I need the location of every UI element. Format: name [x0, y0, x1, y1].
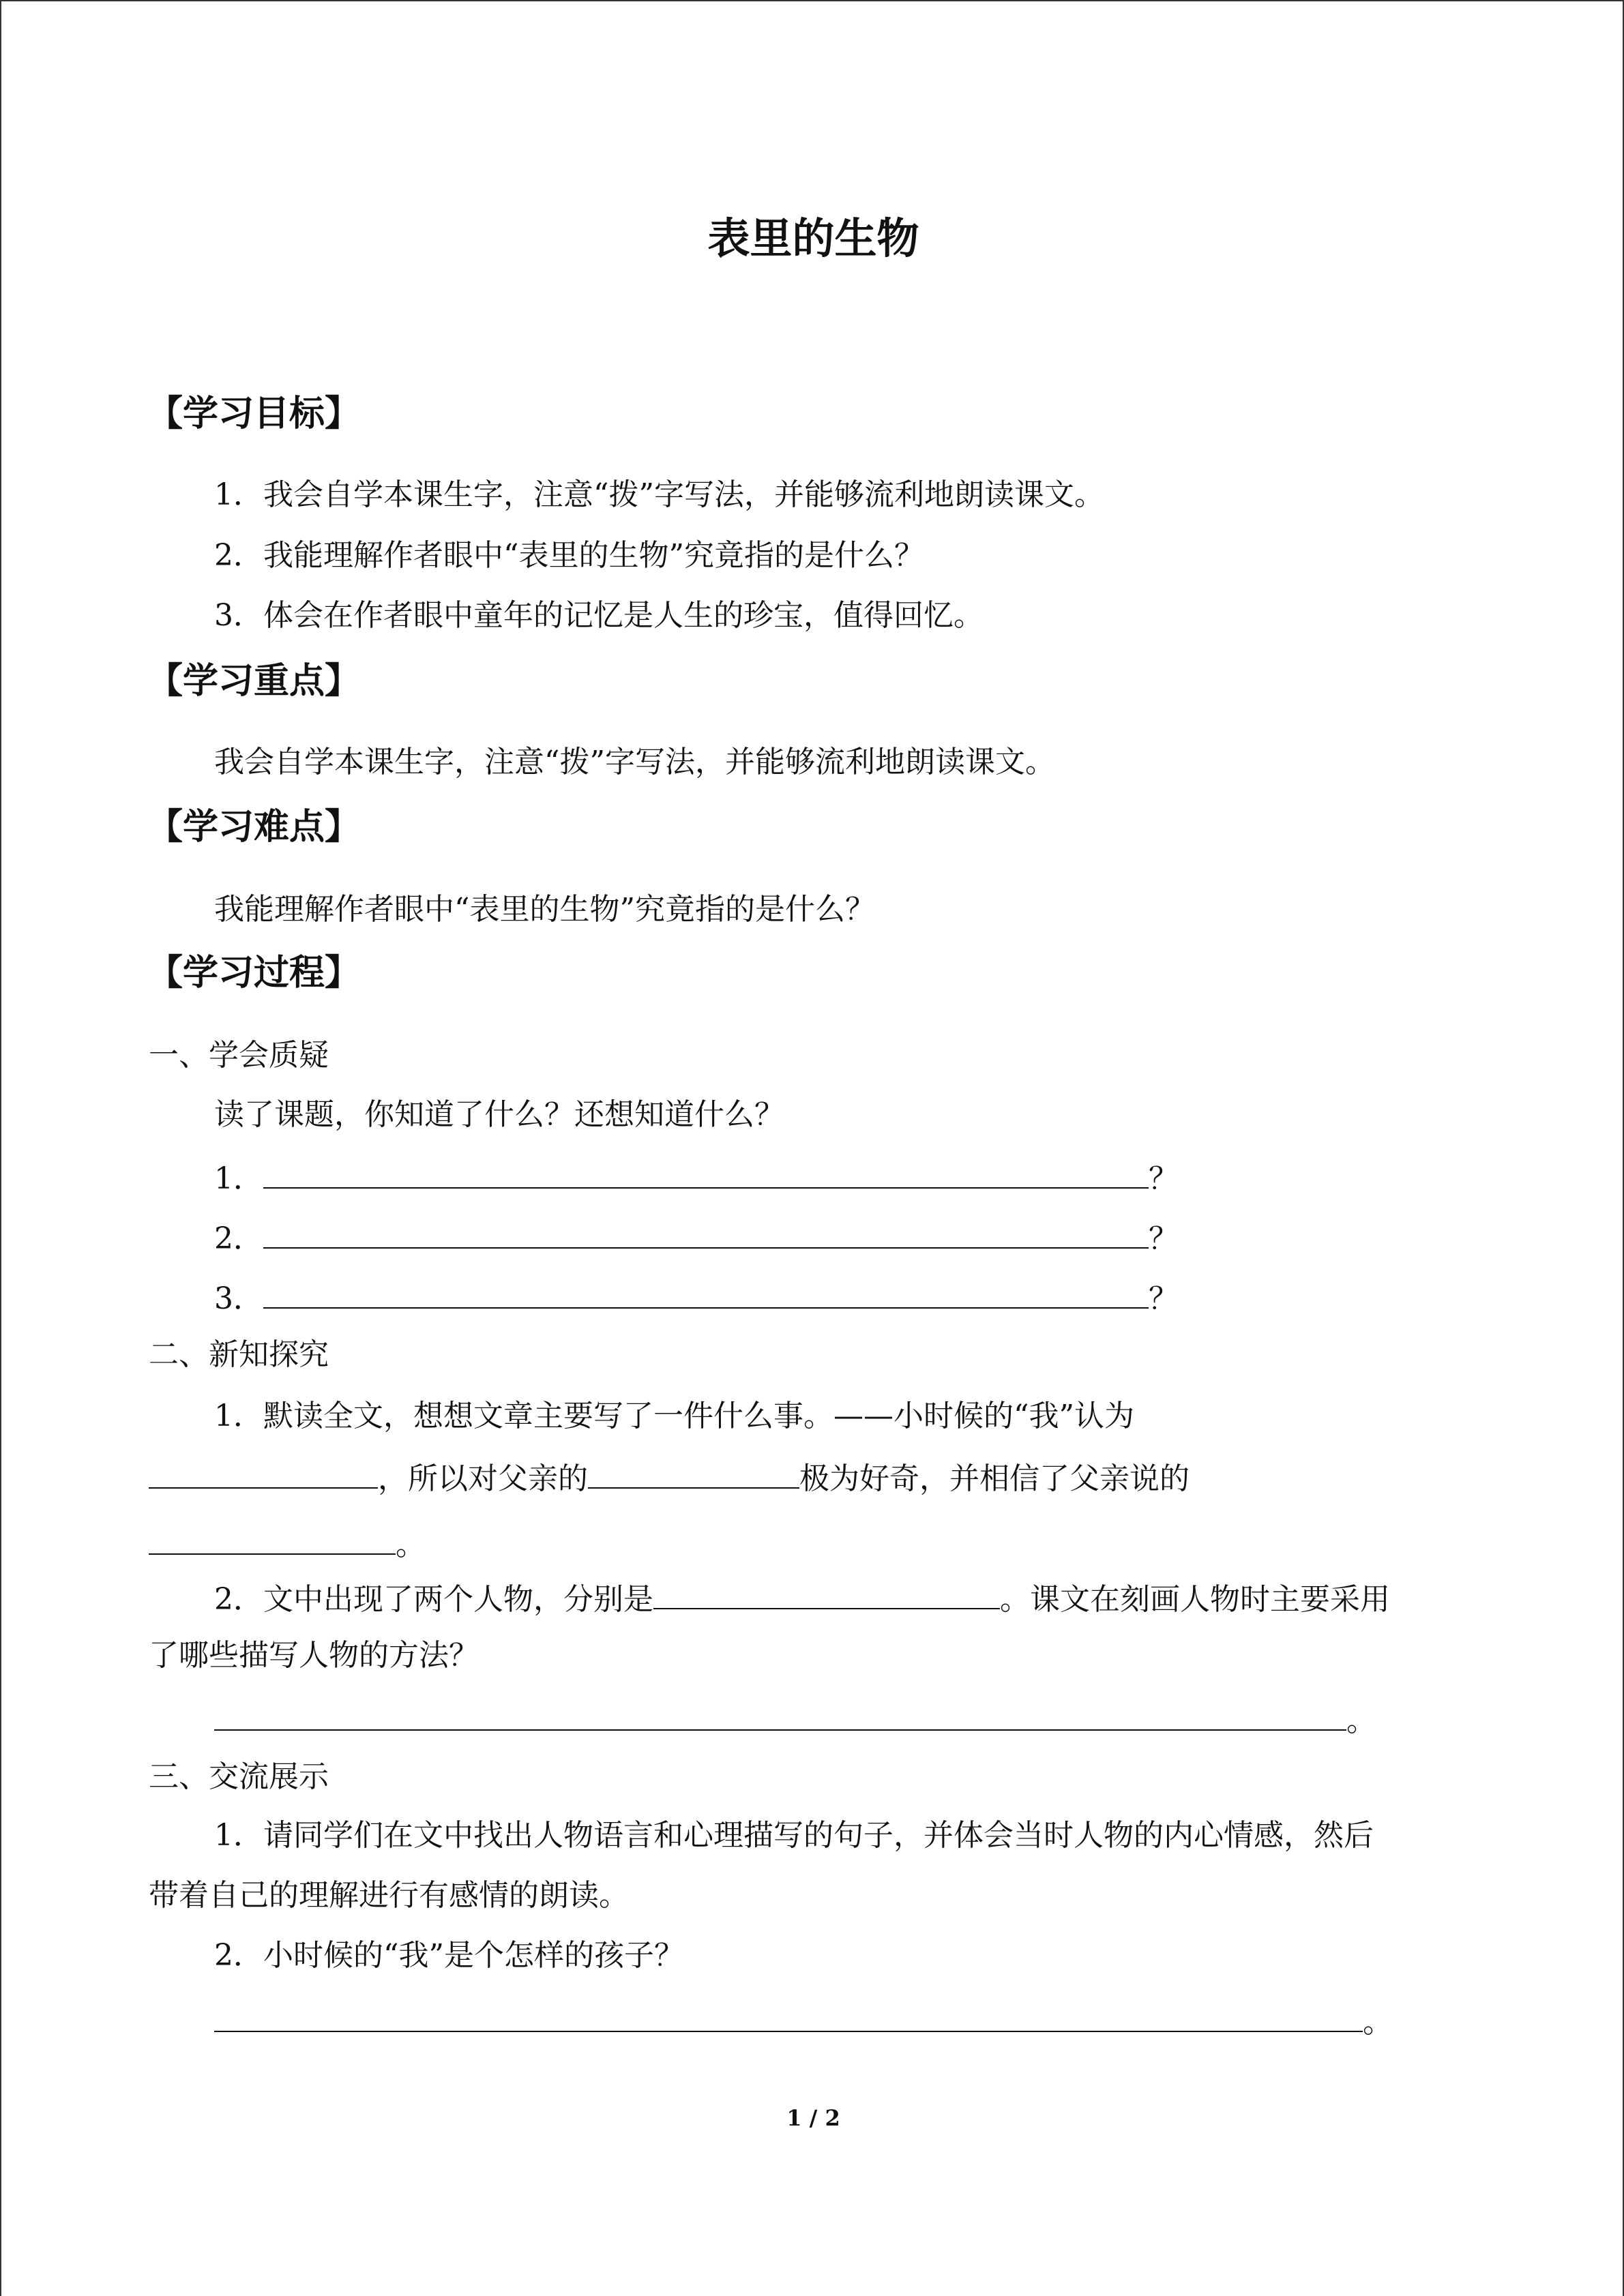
- part2-q1-line3: [149, 1521, 426, 1566]
- part3-q2: 2．小时候的“我”是个怎样的孩子？: [214, 1938, 684, 1973]
- objective-item-3: 3．体会在作者眼中童年的记忆是人生的珍宝，值得回忆。: [214, 598, 984, 633]
- answer-blank[interactable]: [149, 1455, 378, 1489]
- part2-q2-text-b: 。课文在刻画人物时主要采用: [1000, 1582, 1390, 1617]
- part2-q2-line2: 了哪些描写人物的方法？: [149, 1638, 479, 1673]
- answer-blank[interactable]: [263, 1274, 1149, 1309]
- answer-blank[interactable]: [149, 1521, 396, 1555]
- part2-q2-answer-line: [214, 1697, 1376, 1742]
- page-title: 表里的生物: [707, 213, 919, 263]
- question-mark: ？: [1149, 1281, 1179, 1316]
- answer-blank[interactable]: [588, 1455, 799, 1489]
- question-mark: ？: [1149, 1221, 1179, 1256]
- question-blank-row-2: [214, 1214, 1179, 1259]
- heading-key-points: 【学习重点】: [147, 661, 361, 702]
- answer-blank[interactable]: [653, 1575, 1000, 1609]
- part2-title: 二、新知探究: [149, 1337, 329, 1372]
- part1-title: 一、学会质疑: [149, 1038, 329, 1073]
- question-number: 2．: [214, 1221, 263, 1256]
- part2-q2-line1: [214, 1575, 1390, 1620]
- part3-title: 三、交流展示: [149, 1759, 329, 1794]
- heading-process: 【学习过程】: [147, 953, 361, 994]
- part2-q1-line1: 1．默读全文，想想文章主要写了一件什么事。——小时候的“我”认为: [214, 1399, 1134, 1433]
- objective-item-1: 1．我会自学本课生字，注意“拨”字写法，并能够流利地朗读课文。: [214, 477, 1104, 512]
- question-blank-row-1: [214, 1154, 1179, 1199]
- answer-blank[interactable]: [214, 1998, 1363, 2032]
- part3-q1-line2: 带着自己的理解进行有感情的朗读。: [149, 1878, 629, 1913]
- difficulties-text: 我能理解作者眼中“表里的生物”究竟指的是什么？: [214, 892, 875, 927]
- question-number: 3．: [214, 1281, 263, 1316]
- period: 。: [1346, 1703, 1376, 1738]
- answer-blank[interactable]: [263, 1154, 1149, 1189]
- period: 。: [1363, 2005, 1393, 2040]
- page-number: 1 / 2: [786, 2105, 840, 2131]
- part3-q2-answer-line: [214, 1998, 1393, 2043]
- objective-item-2: 2．我能理解作者眼中“表里的生物”究竟指的是什么？: [214, 538, 924, 573]
- question-number: 1．: [214, 1161, 263, 1196]
- part1-prompt: 读了课题，你知道了什么？还想知道什么？: [214, 1097, 784, 1132]
- part3-q1-line1: 1．请同学们在文中找出人物语言和心理描写的句子，并体会当时人物的内心情感，然后: [214, 1818, 1374, 1853]
- part2-q1-line2: [149, 1455, 1190, 1500]
- period: 。: [396, 1527, 426, 1562]
- heading-difficulties: 【学习难点】: [147, 807, 361, 848]
- part2-q2-text-a: 2．文中出现了两个人物，分别是: [214, 1582, 653, 1617]
- answer-blank[interactable]: [263, 1214, 1149, 1249]
- question-blank-row-3: [214, 1274, 1179, 1320]
- part2-q1-text-b: ，所以对父亲的: [378, 1461, 588, 1496]
- heading-objectives: 【学习目标】: [147, 393, 361, 434]
- part2-q1-text-c: 极为好奇，并相信了父亲说的: [799, 1461, 1190, 1496]
- key-points-text: 我会自学本课生字，注意“拨”字写法，并能够流利地朗读课文。: [214, 745, 1055, 779]
- answer-blank[interactable]: [214, 1697, 1346, 1731]
- question-mark: ？: [1149, 1161, 1179, 1196]
